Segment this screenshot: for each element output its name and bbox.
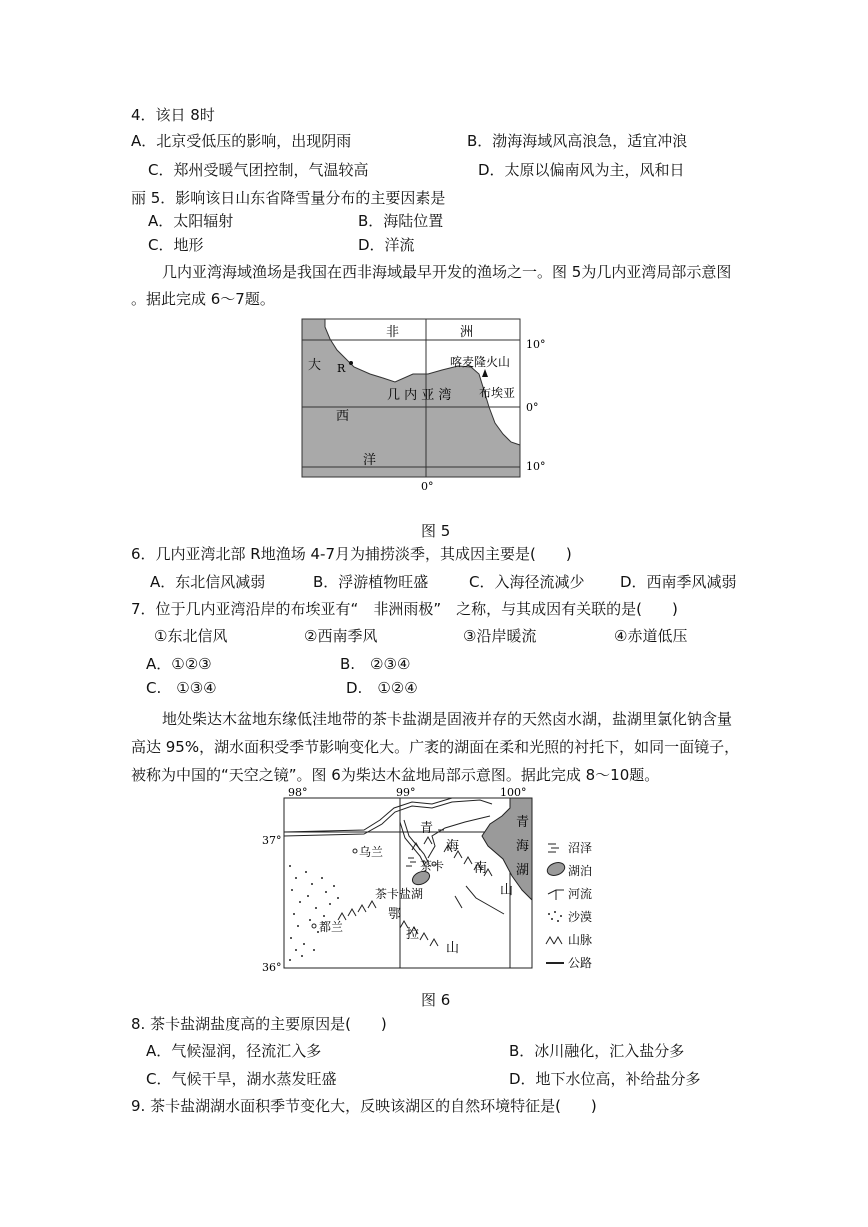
legend-label-mountain: 山脉 bbox=[568, 933, 593, 947]
lake-icon bbox=[545, 860, 566, 877]
q4-option-b: B．渤海海域风高浪急，适宜冲浪 bbox=[467, 132, 688, 150]
fig6-label-nan: 南 bbox=[474, 861, 488, 876]
q4-option-d: D．太原以偏南风为主，风和日 bbox=[478, 161, 685, 179]
legend-label-lake: 湖泊 bbox=[568, 864, 593, 878]
fig5-lat-n10: 10° bbox=[526, 338, 546, 351]
q5-option-d: D．洋流 bbox=[358, 236, 415, 254]
fig6-label-qinghai-lake-2: 海 bbox=[516, 839, 530, 854]
figure-6-map bbox=[260, 786, 630, 976]
question-8: 8. 茶卡盐湖盐度高的主要原因是( ) bbox=[131, 1015, 387, 1033]
fig6-label-e: 鄂 bbox=[388, 907, 402, 922]
fig6-label-la: 拉 bbox=[406, 927, 420, 942]
q7-item-4: ④赤道低压 bbox=[614, 627, 688, 645]
fig5-lat-0: 0° bbox=[526, 401, 539, 414]
q6-option-a: A．东北信风减弱 bbox=[150, 573, 266, 591]
q5-option-c: C．地形 bbox=[148, 236, 204, 254]
question-9: 9. 茶卡盐湖湖水面积季节变化大，反映该湖区的自然环境特征是( ) bbox=[131, 1097, 597, 1115]
fig6-lat-37: 37° bbox=[262, 834, 282, 847]
fig5-lon-0: 0° bbox=[421, 480, 434, 493]
q8-option-b: B．冰川融化，汇入盐分多 bbox=[509, 1042, 685, 1060]
desert-icon bbox=[548, 911, 562, 922]
fig6-lon-99: 99° bbox=[396, 786, 416, 799]
fig5-label-buea: 布埃亚 bbox=[479, 386, 516, 400]
passage-1-line-1: 几内亚湾海域渔场是我国在西非海域最早开发的渔场之一。图 5为几内亚湾局部示意图 bbox=[162, 263, 732, 281]
river-icon bbox=[548, 890, 564, 900]
question-5: 丽 5．影响该日山东省降雪量分布的主要因素是 bbox=[131, 189, 446, 207]
fig6-label-qinghai-lake-1: 青 bbox=[516, 815, 530, 830]
q8-option-a: A．气候湿润，径流汇入多 bbox=[146, 1042, 322, 1060]
fig5-label-fei: 非 bbox=[386, 325, 400, 340]
fig6-label-dulan: 都兰 bbox=[319, 920, 344, 934]
figure-5-map bbox=[290, 312, 560, 497]
q5-option-a: A．太阳辐射 bbox=[148, 212, 234, 230]
legend-label-river: 河流 bbox=[568, 887, 593, 901]
legend-label-desert: 沙漠 bbox=[568, 910, 593, 924]
fig6-label-hai: 海 bbox=[446, 839, 460, 854]
fig6-label-qing: 青 bbox=[420, 821, 434, 836]
fig6-label-shan-2: 山 bbox=[446, 941, 460, 956]
fig5-label-xi: 西 bbox=[336, 409, 350, 424]
swamp-icon bbox=[548, 844, 559, 852]
q7-option-d: D. ①②④ bbox=[346, 679, 418, 697]
fig6-lon-98: 98° bbox=[288, 786, 308, 799]
fig6-label-shan-1: 山 bbox=[500, 883, 514, 898]
question-7: 7．位于几内亚湾沿岸的布埃亚有“ 非洲雨极” 之称，与其成因有关联的是( ) bbox=[131, 600, 678, 618]
legend-label-road: 公路 bbox=[568, 956, 593, 970]
fig6-label-chaka-lake: 茶卡盐湖 bbox=[375, 887, 424, 901]
fig5-label-R: R bbox=[337, 362, 346, 375]
fig6-label-chaka: 茶卡 bbox=[420, 859, 445, 873]
fig6-label-qinghai-lake-3: 湖 bbox=[516, 863, 530, 878]
q4-option-a: A．北京受低压的影响，出现阴雨 bbox=[131, 132, 352, 150]
passage-2-line-3: 被称为中国的“天空之镜”。图 6为柴达木盆地局部示意图。据此完成 8～10题。 bbox=[131, 766, 660, 784]
passage-2-line-1: 地处柴达木盆地东缘低洼地带的茶卡盐湖是固液并存的天然卤水湖，盐湖里氯化钠含量 bbox=[162, 710, 733, 728]
question-6: 6．几内亚湾北部 R地渔场 4-7月为捕捞淡季，其成因主要是( ) bbox=[131, 545, 572, 563]
q7-item-1: ①东北信风 bbox=[154, 627, 228, 645]
figure-5-caption: 图 5 bbox=[421, 522, 451, 540]
figure-6-caption: 图 6 bbox=[421, 991, 451, 1009]
passage-2-line-2: 高达 95%，湖水面积受季节影响变化大。广袤的湖面在柔和光照的衬托下，如同一面镜子， bbox=[131, 738, 740, 756]
fig6-lon-100: 100° bbox=[500, 786, 527, 799]
fig6-label-wulan: 乌兰 bbox=[359, 845, 384, 859]
q7-option-a: A．①②③ bbox=[146, 655, 212, 673]
q7-option-c: C. ①③④ bbox=[146, 679, 217, 697]
legend-label-swamp: 沼泽 bbox=[568, 841, 593, 855]
fig6-lat-36: 36° bbox=[262, 961, 282, 974]
q6-option-b: B．浮游植物旺盛 bbox=[313, 573, 429, 591]
q6-option-c: C．入海径流减少 bbox=[469, 573, 585, 591]
q7-item-2: ②西南季风 bbox=[304, 627, 378, 645]
q8-option-d: D．地下水位高，补给盐分多 bbox=[509, 1070, 701, 1088]
fig5-point-R bbox=[349, 361, 353, 365]
q7-option-b: B. ②③④ bbox=[340, 655, 411, 673]
fig5-label-zhou: 洲 bbox=[460, 325, 474, 340]
q6-option-d: D．西南季风减弱 bbox=[620, 573, 737, 591]
fig5-label-gulf: 几 内 亚 湾 bbox=[387, 388, 452, 403]
q7-item-3: ③沿岸暖流 bbox=[463, 627, 537, 645]
mountain-icon bbox=[546, 937, 562, 944]
fig5-lat-s10: 10° bbox=[526, 460, 546, 473]
q8-option-c: C．气候干旱，湖水蒸发旺盛 bbox=[146, 1070, 337, 1088]
question-4: 4．该日 8时 bbox=[131, 106, 215, 124]
fig5-label-da: 大 bbox=[308, 358, 322, 373]
passage-1-line-2: 。据此完成 6～7题。 bbox=[131, 290, 275, 308]
fig6-legend bbox=[545, 841, 592, 970]
q4-option-c: C．郑州受暖气团控制，气温较高 bbox=[148, 161, 369, 179]
fig5-label-yang: 洋 bbox=[363, 453, 377, 468]
fig5-label-volcano: 喀麦隆火山 bbox=[450, 355, 511, 369]
q5-option-b: B．海陆位置 bbox=[358, 212, 444, 230]
